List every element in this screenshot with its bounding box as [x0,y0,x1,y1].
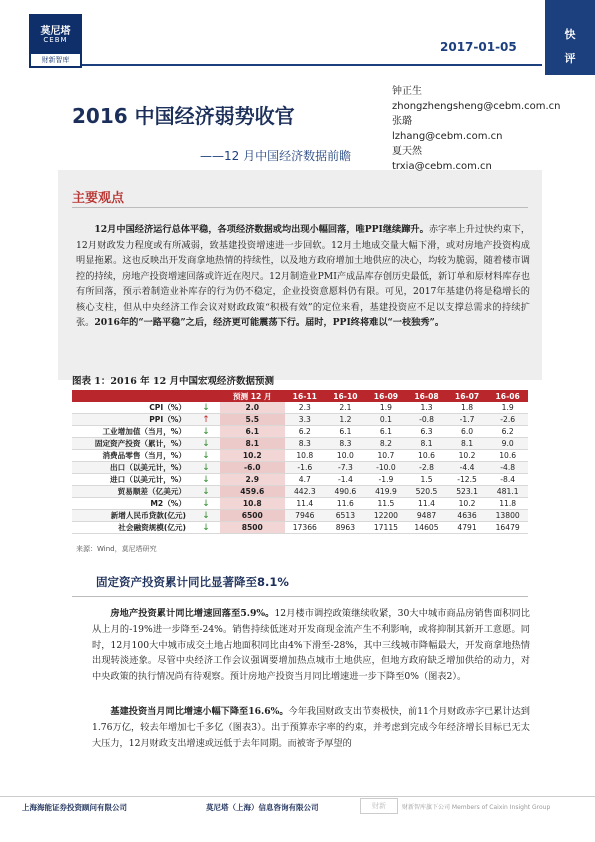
history-cell: 523.1 [447,486,488,498]
row-label: 贸易顺差（亿美元） [72,486,192,498]
forecast-cell: -6.0 [220,462,285,474]
section-heading: 固定资产投资累计同比显著降至8.1% [96,575,289,589]
forecast-cell: 6500 [220,510,285,522]
report-type-char-1: 快 [564,28,576,41]
table-column-header: 16-09 [366,390,407,402]
body-paragraph [92,606,530,685]
body-paragraph [92,704,530,751]
summary-rule [72,207,528,208]
history-cell: -8.4 [487,474,528,486]
table-column-header: 16-07 [447,390,488,402]
history-cell: -1.7 [447,414,488,426]
history-cell: -1.9 [366,474,407,486]
header-rule [82,64,542,66]
table-row [72,402,528,414]
table-row [72,462,528,474]
report-subtitle: ——12 月中国经济数据前瞻 [200,149,352,163]
history-cell: 6.1 [366,426,407,438]
paragraph-text: 12月楼市调控政策继续收紧，30大中城市商品房销售面积同比从上月的-19%进一步降至-24%。销售持续低迷对开发商现金流产生不利影响，或将抑制其新开工意愿。同时，12月100大中城市成交土地占地面积同比由4%下滑至-28%，其中三线城市降幅最大，开发商拿地热情出现转淡迹象。尽管中央经济工作会议强调要增加热点城市土地供应，但地方政府缺乏增加供给的动力，对中央政策的执行情况尚有待观察。预计房地产投资当月同比增速进一步下降至0%（图表2）。 [92,608,530,683]
table-column-header [72,390,192,402]
summary-lead: 12月中国经济运行总体平稳，各项经济数据或均出现小幅回落，唯PPI继续蹿升。 [94,224,429,235]
history-cell: 17115 [366,522,407,534]
table-header-row [72,390,528,402]
figure-title: 图表 1：2016 年 12 月中国宏观经济数据预测 [72,376,275,387]
row-label: 工业增加值（当月，%） [72,426,192,438]
history-cell: -2.8 [406,462,447,474]
arrow-down-icon: ↓ [192,438,220,450]
history-cell: 10.7 [366,450,407,462]
history-cell: -4.8 [487,462,528,474]
history-cell: 4791 [447,522,488,534]
footer-company-2: 莫尼塔（上海）信息咨询有限公司 [206,803,319,812]
company-logo [29,14,82,68]
history-cell: -1.6 [285,462,326,474]
row-label: 社会融资规模(亿元) [72,522,192,534]
table-column-header: 16-08 [406,390,447,402]
paragraph-lead: 基建投资当月同比增速小幅下降至16.6%。 [110,706,289,717]
history-cell: 0.1 [366,414,407,426]
row-label: CPI（%） [72,402,192,414]
history-cell: 10.8 [285,450,326,462]
history-cell: -2.6 [487,414,528,426]
table-row [72,438,528,450]
history-cell: 6.2 [285,426,326,438]
footer-rule [0,796,595,797]
history-cell: 6.3 [406,426,447,438]
author-list [392,84,561,174]
history-cell: -12.5 [447,474,488,486]
history-cell: -0.8 [406,414,447,426]
forecast-cell: 459.6 [220,486,285,498]
history-cell: 1.5 [406,474,447,486]
row-label: 消费品零售（当月，%） [72,450,192,462]
footer-logo: 财新 [360,798,398,814]
forecast-cell: 8.1 [220,438,285,450]
history-cell: 9487 [406,510,447,522]
history-cell: 10.6 [487,450,528,462]
history-cell: 11.5 [366,498,407,510]
history-cell: 490.6 [325,486,366,498]
history-cell: 1.9 [487,402,528,414]
arrow-down-icon: ↓ [192,462,220,474]
report-title: 2016 中国经济弱势收官 [72,104,295,128]
author-email[interactable]: trxia@cebm.com.cn [392,161,492,172]
report-type-tab [545,0,595,75]
forecast-table [72,390,528,534]
logo-tagline: 财新智库 [31,54,80,66]
paragraph-text: 今年我国财政支出节奏极快，前11个月财政赤字已累计达到1.76万亿，较去年增加七千多亿（图表3）。出于预算赤字率的约束，并考虑到完成今年经济增长目标已无太大压力，12月财政支出增速或远低于去年同期。而被寄予厚望的 [92,706,530,749]
history-cell: 4636 [447,510,488,522]
history-cell: 1.3 [406,402,447,414]
arrow-down-icon: ↓ [192,474,220,486]
forecast-cell: 10.8 [220,498,285,510]
table-row [72,498,528,510]
table-column-header [192,390,220,402]
table-row [72,474,528,486]
history-cell: 442.3 [285,486,326,498]
row-label: 进口（以美元计，%） [72,474,192,486]
logo-abbr: CEBM [43,36,68,44]
history-cell: 1.9 [366,402,407,414]
history-cell: 2.3 [285,402,326,414]
history-cell: 12200 [366,510,407,522]
table-row [72,426,528,438]
report-type-char-2: 评 [564,52,576,65]
history-cell: 8.3 [285,438,326,450]
forecast-cell: 2.0 [220,402,285,414]
history-cell: 7946 [285,510,326,522]
author-name: 夏天然 [392,146,422,157]
header-band [0,0,595,70]
author-email[interactable]: zhongzhengsheng@cebm.com.cn [392,101,561,112]
forecast-cell: 5.5 [220,414,285,426]
history-cell: 6.0 [447,426,488,438]
footer-group-note: 财新智库旗下公司 Members of Caixin Insight Group [402,804,551,811]
arrow-down-icon: ↓ [192,402,220,414]
history-cell: 11.6 [325,498,366,510]
history-cell: 3.3 [285,414,326,426]
history-cell: 17366 [285,522,326,534]
history-cell: -7.3 [325,462,366,474]
table-column-header: 16-11 [285,390,326,402]
history-cell: -4.4 [447,462,488,474]
arrow-down-icon: ↓ [192,510,220,522]
table-row [72,450,528,462]
history-cell: 8.1 [447,438,488,450]
history-cell: 1.8 [447,402,488,414]
row-label: 出口（以美元计，%） [72,462,192,474]
arrow-down-icon: ↓ [192,450,220,462]
history-cell: 10.0 [325,450,366,462]
history-cell: 2.1 [325,402,366,414]
history-cell: 8.1 [406,438,447,450]
summary-paragraph [76,222,530,331]
history-cell: -1.4 [325,474,366,486]
logo-name: 莫尼塔 [40,26,71,37]
history-cell: 6513 [325,510,366,522]
author-name: 钟正生 [392,86,422,97]
author-email[interactable]: lzhang@cebm.com.cn [392,131,503,142]
table-row [72,510,528,522]
history-cell: 14605 [406,522,447,534]
history-cell: 419.9 [366,486,407,498]
history-cell: 8963 [325,522,366,534]
summary-heading: 主要观点 [72,191,125,206]
forecast-cell: 10.2 [220,450,285,462]
author-name: 张璐 [392,116,412,127]
history-cell: 8.3 [325,438,366,450]
table-column-header: 预测 12 月 [220,390,285,402]
table-column-header: 16-06 [487,390,528,402]
arrow-down-icon: ↓ [192,426,220,438]
section-rule [72,596,528,597]
history-cell: 11.8 [487,498,528,510]
history-cell: 6.2 [487,426,528,438]
table-column-header: 16-10 [325,390,366,402]
summary-conclusion: 2016年的“一路平稳”之后，经济更可能震荡下行。届时，PPI终将难以“一枝独秀”。 [94,317,445,328]
history-cell: 10.2 [447,450,488,462]
forecast-cell: 6.1 [220,426,285,438]
arrow-down-icon: ↓ [192,498,220,510]
table-row [72,414,528,426]
figure-source: 来源：Wind，莫尼塔研究 [76,545,157,553]
history-cell: 6.1 [325,426,366,438]
history-cell: 4.7 [285,474,326,486]
history-cell: 1.2 [325,414,366,426]
history-cell: 11.4 [406,498,447,510]
report-date: 2017-01-05 [440,40,517,54]
row-label: M2（%） [72,498,192,510]
history-cell: 16479 [487,522,528,534]
arrow-down-icon: ↓ [192,486,220,498]
footer-company-1: 上海海能证券投资顾问有限公司 [22,803,127,812]
history-cell: 481.1 [487,486,528,498]
history-cell: 8.2 [366,438,407,450]
history-cell: 11.4 [285,498,326,510]
history-cell: -10.0 [366,462,407,474]
arrow-down-icon: ↓ [192,522,220,534]
row-label: 新增人民币贷款(亿元) [72,510,192,522]
arrow-up-icon: ↑ [192,414,220,426]
history-cell: 13800 [487,510,528,522]
history-cell: 10.6 [406,450,447,462]
history-cell: 9.0 [487,438,528,450]
paragraph-lead: 房地产投资累计同比增速回落至5.9%。 [110,608,275,619]
summary-body: 赤字率上升过快约束下，12月财政发力程度或有所减弱，致基建投资增速进一步回软。12月土地成交量大幅下滑，或对房地产投资构成明显拖累。这也反映出开发商拿地热情的持续性，以及地方政府增加土地供应的决心，均较为脆弱，随着楼市调控的持续，房地产投资增速回落或许近在咫尺。12月制造业PMI产成品库存创历史最低，新订单和原材料库存也有所回落，预示着制造业补库存的行为仍不稳定，企业投资意愿料仍有限。可见，2017年基建仍将是稳增长的核心支柱，但从中央经济工作会议对财政政策“积极有效”的定位来看，基建投资应不足以支撑总需求的持续扩张。 [76,224,531,328]
table-row [72,486,528,498]
table-row [72,522,528,534]
forecast-cell: 8500 [220,522,285,534]
history-cell: 10.2 [447,498,488,510]
forecast-cell: 2.9 [220,474,285,486]
history-cell: 520.5 [406,486,447,498]
row-label: 固定资产投资（累计，%） [72,438,192,450]
row-label: PPI（%） [72,414,192,426]
